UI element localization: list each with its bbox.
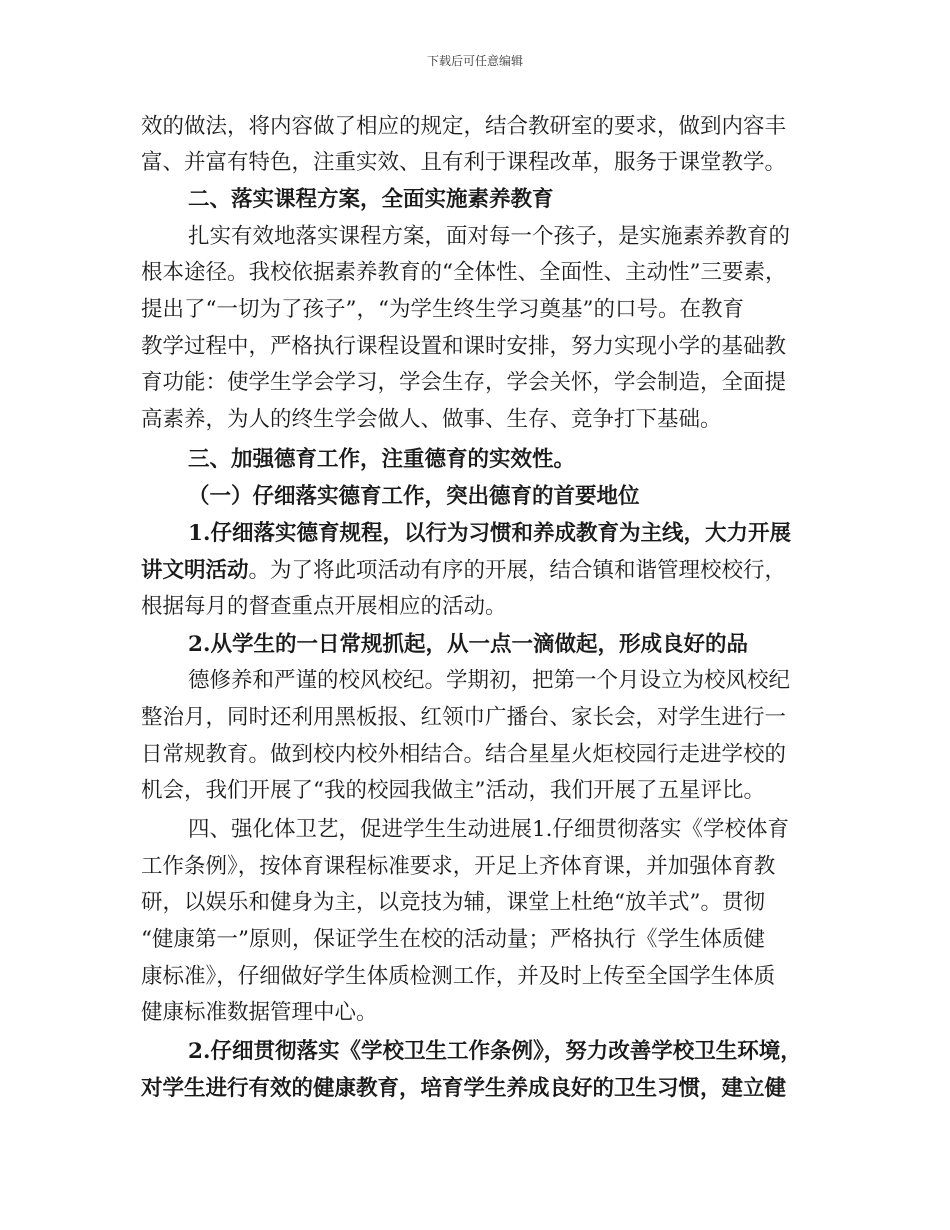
text-line: 2.从学生的一日常规抓起，从一点一滴做起，形成良好的品: [188, 632, 748, 657]
text-line: 对学生进行有效的健康教育，培育学生养成良好的卫生习惯，建立健: [141, 1076, 787, 1101]
text-line: 根据每月的督查重点开展相应的活动。: [141, 594, 507, 619]
section-heading: 二、落实课程方案，全面实施素养教育: [188, 187, 554, 212]
text-line: 富、并富有特色，注重实效、且有利于课程改革，服务于课堂教学。: [141, 150, 787, 175]
text-line: [141, 556, 786, 586]
text-line: 高素养，为人的终生学会做人、做事、生存、竞争打下基础。: [141, 407, 722, 432]
page-header: 下载后可任意编辑: [426, 54, 523, 68]
text-line: 育功能：使学生学会学习，学会生存，学会关怀，学会制造，全面提: [141, 370, 787, 395]
text-line: 教学过程中，严格执行课程设置和课时安排，努力实现小学的基础教: [141, 334, 787, 359]
text-segment: 。为了将此项活动有序的开展，结合镇和谐管理校校行，: [248, 558, 787, 583]
text-line: 康标准》，仔细做好学生体质检测工作，并及时上传至全国学生体质: [141, 964, 776, 989]
text-line: 1.仔细落实德育规程，以行为习惯和养成教育为主线，大力开展: [188, 521, 791, 546]
section-heading: 三、加强德育工作，注重德育的实效性。: [188, 447, 576, 472]
subsection-heading: （一）仔细落实德育工作，突出德育的首要地位: [188, 484, 640, 509]
text-line: 四、强化体卫艺，促进学生生动进展1.仔细贯彻落实《学校体育: [188, 817, 790, 842]
text-line: 研，以娱乐和健身为主，以竞技为辅，课堂上杜绝“放羊式”。贯彻: [141, 890, 765, 915]
text-line: 工作条例》，按体育课程标准要求，开足上齐体育课，并加强体育教: [141, 854, 776, 879]
text-line: 扎实有效地落实课程方案，面对每一个孩子，是实施素养教育的: [188, 224, 791, 249]
bold-phrase: 讲文明活动: [141, 558, 249, 583]
text-line: 2.仔细贯彻落实《学校卫生工作条例》，努力改善学校卫生环境，: [188, 1039, 802, 1064]
text-line: “健康第一”原则，保证学生在校的活动量；严格执行《学生体质健: [141, 927, 765, 952]
text-line: 德修养和严谨的校风校纪。学期初，把第一个月设立为校风校纪: [188, 668, 791, 693]
text-line: 根本途径。我校依据素养教育的“全体性、全面性、主动性”三要素，: [141, 260, 787, 285]
text-line: 整治月，同时还利用黑板报、红领巾广播台、家长会，对学生进行一: [141, 705, 787, 730]
text-line: 机会，我们开展了“我的校园我做主”活动，我们开展了五星评比。: [141, 778, 765, 803]
text-line: 提出了“一切为了孩子”，“为学生终生学习奠基”的口号。在教育: [141, 297, 744, 322]
text-line: 日常规教育。做到校内校外相结合。结合星星火炬校园行走进学校的: [141, 742, 787, 767]
text-line: 健康标准数据管理中心。: [141, 1000, 378, 1025]
text-line: 效的做法，将内容做了相应的规定，结合教研室的要求，做到内容丰: [141, 114, 787, 139]
